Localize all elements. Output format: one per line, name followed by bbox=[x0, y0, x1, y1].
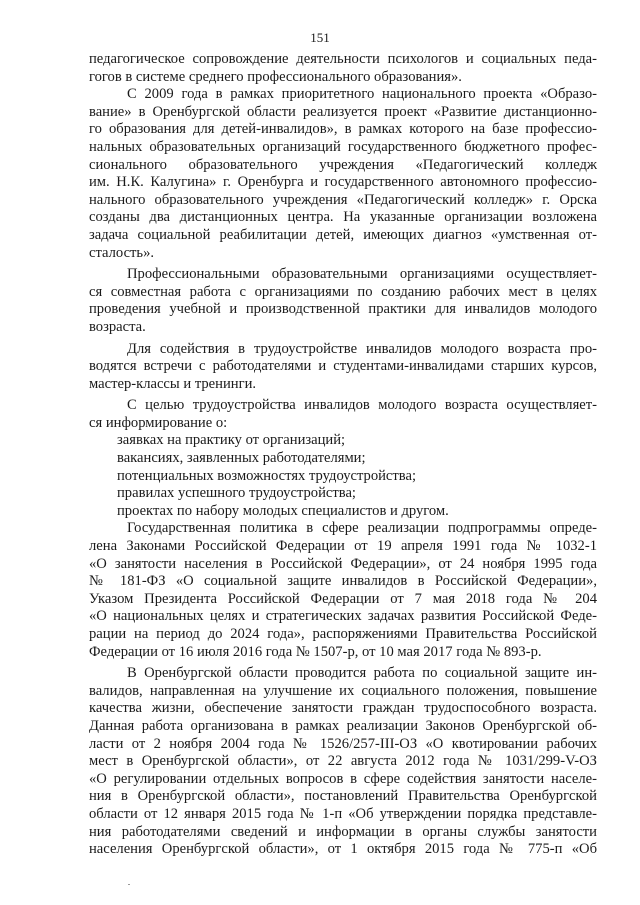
text-line: качества жизни, обеспечение занятости граждан трудоспособного возраста. bbox=[89, 700, 597, 717]
text-line: заявках на практику от организаций; bbox=[117, 432, 346, 449]
text-line: области от 12 января 2015 года № 1-п «Об утверждении порядка представле- bbox=[89, 805, 597, 822]
text-line: Для содействия в трудоустройстве инвалидов молодого возраста про- bbox=[127, 340, 597, 357]
text-line: вание» в Оренбургской области реализуется проект «Развитие дистанционно- bbox=[89, 103, 597, 120]
text-line: «О национальных целях и стратегических задачах развития Российской Феде- bbox=[89, 608, 597, 625]
text-line: ния работодателями сведений и информации в органы службы занятости bbox=[89, 823, 597, 840]
text-line: Данная работа организована в рамках реализации Законов Оренбургской об- bbox=[89, 717, 597, 734]
text-line: населения Оренбургской области», от 1 октября 2015 года № 775-п «Об bbox=[89, 841, 597, 858]
text-line: нального образовательного учреждения «Педагогический колледж» г. Орска bbox=[89, 191, 597, 208]
text-line: Профессиональными образовательными организациями осуществляет- bbox=[127, 266, 597, 283]
text-line: Государственная политика в сфере реализации подпрограммы опреде- bbox=[127, 520, 597, 537]
text-line: проведения учебной и производственной практики для инвалидов молодого bbox=[89, 301, 597, 318]
page-number: 151 bbox=[310, 30, 330, 45]
text-line: Федерации от 16 июля 2016 года № 1507-р, от 10 мая 2017 года № 893-р. bbox=[89, 643, 542, 660]
text-line: лена Законами Российской Федерации от 19 апреля 1991 года № 1032-1 bbox=[89, 538, 597, 555]
text-line: потенциальных возможностях трудоустройства; bbox=[117, 467, 417, 484]
text-line: задача социальной реабилитации детей, имеющих диагноз «умственная от- bbox=[89, 226, 597, 243]
text-line: «О регулировании отдельных вопросов в сфере содействия занятости населе- bbox=[89, 770, 597, 787]
text-line: сионального образовательного учреждения «Педагогический колледж bbox=[89, 156, 597, 173]
text-line: возраста. bbox=[89, 318, 146, 335]
text-line: нальных образовательных организаций государственного бюджетного профес- bbox=[89, 138, 597, 155]
text-line: вакансиях, заявленных работодателями; bbox=[117, 450, 366, 467]
text-line: мест в Оренбургской области», от 22 августа 2012 года № 1031/299-V-ОЗ bbox=[89, 753, 597, 770]
text-line: мастер-классы и тренинги. bbox=[89, 375, 257, 392]
scan-speck bbox=[128, 884, 130, 885]
text-line: го образования для детей-инвалидов», в рамках которого на базе профессио- bbox=[89, 121, 597, 138]
text-line: В Оренбургской области проводится работа по социальной защите ин- bbox=[127, 665, 597, 682]
text-line: ласти от 2 ноября 2004 года № 1526/257-III-ОЗ «О квотировании рабочих bbox=[89, 735, 597, 752]
text-line: водятся встречи с работодателями и студентами-инвалидами старших курсов, bbox=[89, 358, 597, 375]
text-line: валидов, направленная на улучшение их социального положения, повышение bbox=[89, 682, 597, 699]
text-line: ся совместная работа с организациями по созданию рабочих мест в целях bbox=[89, 283, 597, 300]
text-line: им. Н.К. Калугина» г. Оренбурга и государственного автономного профессио- bbox=[89, 174, 597, 191]
text-line: сталость». bbox=[89, 244, 155, 261]
text-line: «О занятости населения в Российской Федерации», от 24 ноября 1995 года bbox=[89, 555, 597, 572]
text-line: ся информирование о: bbox=[89, 414, 228, 431]
text-line: Указом Президента Российской Федерации от 7 мая 2018 года № 204 bbox=[89, 590, 597, 607]
document-body bbox=[89, 51, 597, 859]
text-line: С целью трудоустройства инвалидов молодого возраста осуществляет- bbox=[127, 397, 597, 414]
text-line: С 2009 года в рамках приоритетного национального проекта «Образо- bbox=[127, 86, 597, 103]
text-line: № 181-ФЗ «О социальной защите инвалидов в Российской Федерации», bbox=[89, 573, 597, 590]
text-line: рации на период до 2024 года», распоряжениями Правительства Российской bbox=[89, 626, 597, 642]
text-line: проектах по набору молодых специалистов и другом. bbox=[117, 502, 449, 519]
text-line: гогов в системе среднего профессионального образования». bbox=[89, 68, 462, 85]
text-line: педагогическое сопровождение деятельности психологов и социальных педа- bbox=[89, 51, 597, 67]
text-line: правилах успешного трудоустройства; bbox=[117, 485, 356, 502]
text-line: созданы два дистанционных центра. На указанные организации возложена bbox=[89, 209, 597, 226]
text-line: ния в Оренбургской области», постановлений Правительства Оренбургской bbox=[89, 788, 597, 805]
